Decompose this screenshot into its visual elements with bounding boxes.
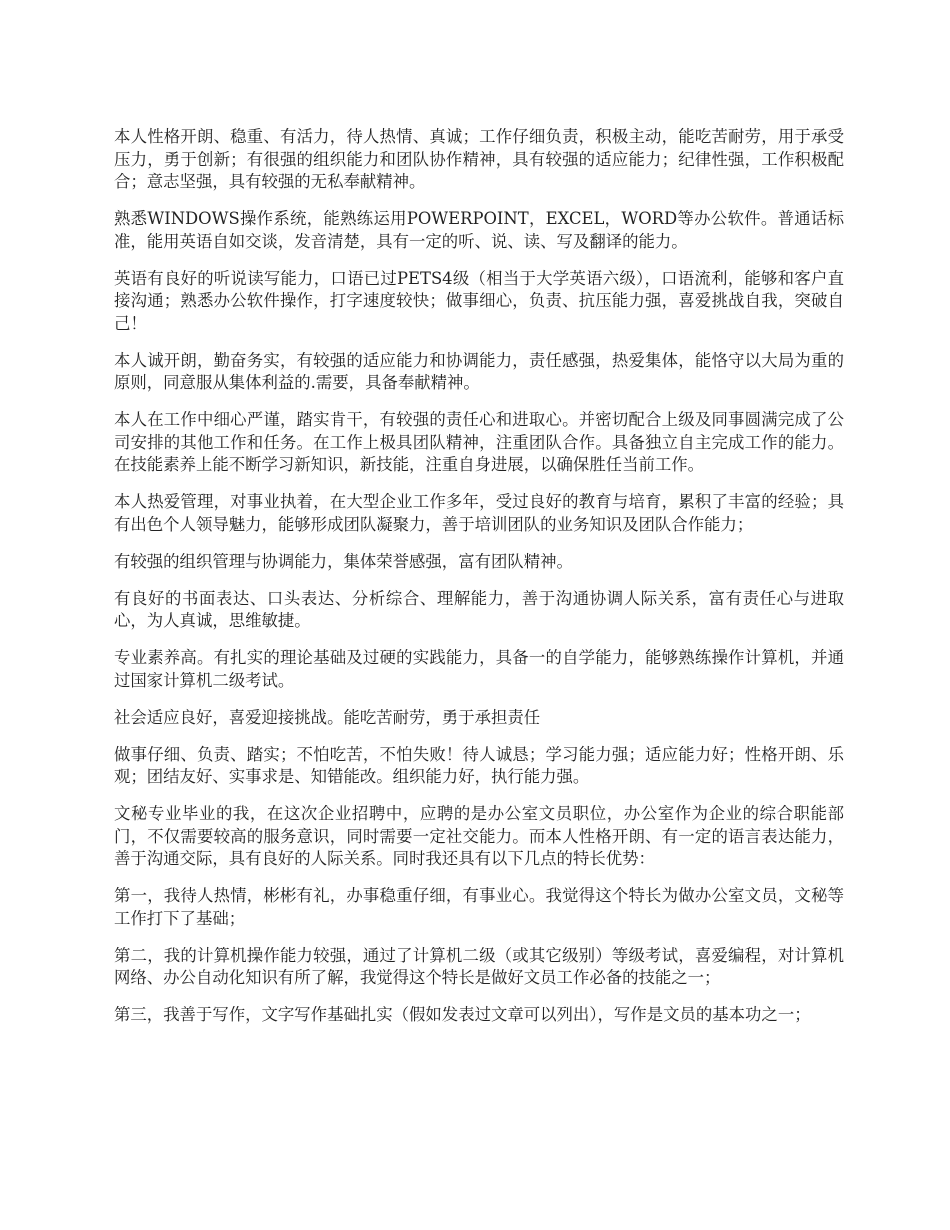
paragraph-strength-first: 第一，我待人热情，彬彬有礼，办事稳重仔细，有事业心。我觉得这个特长为做办公室文员，文秘等工作打下了基础；	[114, 886, 844, 928]
paragraph-secretary-intro: 文秘专业毕业的我，在这次企业招聘中，应聘的是办公室文员职位，办公室作为企业的综合职能部门，不仅需要较高的服务意识，同时需要一定社交能力。而本人性格开朗、有一定的语言表达能力，善于沟通交际，具有良好的人际关系。同时我还具有以下几点的特长优势：	[114, 804, 844, 868]
paragraph-teamwork: 本人诚开朗，勤奋务实，有较强的适应能力和协调能力，责任感强，热爱集体，能恪守以大局为重的原则，同意服从集体利益的.需要，具备奉献精神。	[114, 350, 844, 392]
paragraph-personality: 本人性格开朗、稳重、有活力，待人热情、真诚；工作仔细负责，积极主动，能吃苦耐劳，用于承受压力，勇于创新；有很强的组织能力和团队协作精神，具有较强的适应能力；纪律性强，工作积极配合；意志坚强，具有较强的无私奉献精神。	[114, 127, 844, 191]
paragraph-management: 本人热爱管理，对事业执着，在大型企业工作多年，受过良好的教育与培育，累积了丰富的经验；具有出色个人领导魅力，能够形成团队凝聚力，善于培训团队的业务知识及团队合作能力；	[114, 492, 844, 534]
paragraph-strength-second: 第二，我的计算机操作能力较强，通过了计算机二级（或其它级别）等级考试，喜爱编程，对计算机网络、办公自动化知识有所了解，我觉得这个特长是做好文员工作必备的技能之一；	[114, 945, 844, 987]
paragraph-office-software: 熟悉WINDOWS操作系统，能熟练运用POWERPOINT，EXCEL，WORD等办公软件。普通话标准，能用英语自如交谈，发音清楚，具有一定的听、说、读、写及翻译的能力。	[114, 209, 844, 251]
paragraph-english-ability: 英语有良好的听说读写能力，口语已过PETS4级（相当于大学英语六级），口语流利，能够和客户直接沟通；熟悉办公软件操作，打字速度较快；做事细心，负责、抗压能力强，喜爱挑战自我，突破自己！	[114, 268, 844, 333]
paragraph-coordination: 有较强的组织管理与协调能力，集体荣誉感强，富有团队精神。	[114, 551, 573, 571]
paragraph-adaptability: 社会适应良好，喜爱迎接挑战。能吃苦耐劳，勇于承担责任	[114, 707, 541, 727]
document-body	[114, 126, 844, 1041]
paragraph-communication: 有良好的书面表达、口头表达、分析综合、理解能力，善于沟通协调人际关系，富有责任心与进取心，为人真诚，思维敏捷。	[114, 588, 844, 630]
paragraph-diligence: 做事仔细、负责、踏实；不怕吃苦，不怕失败！待人诚恳；学习能力强；适应能力好；性格开朗、乐观；团结友好、实事求是、知错能改。组织能力好，执行能力强。	[114, 744, 844, 786]
paragraph-professional: 专业素养高。有扎实的理论基础及过硬的实践能力，具备一的自学能力，能够熟练操作计算机，并通过国家计算机二级考试。	[114, 648, 844, 690]
paragraph-work-attitude: 本人在工作中细心严谨，踏实肯干，有较强的责任心和进取心。并密切配合上级及同事圆满完成了公司安排的其他工作和任务。在工作上极具团队精神，注重团队合作。具备独立自主完成工作的能力。在技能素养上能不断学习新知识，新技能，注重自身进展，以确保胜任当前工作。	[114, 410, 844, 474]
paragraph-strength-third: 第三，我善于写作，文字写作基础扎实（假如发表过文章可以列出），写作是文员的基本功之一；	[114, 1005, 811, 1024]
